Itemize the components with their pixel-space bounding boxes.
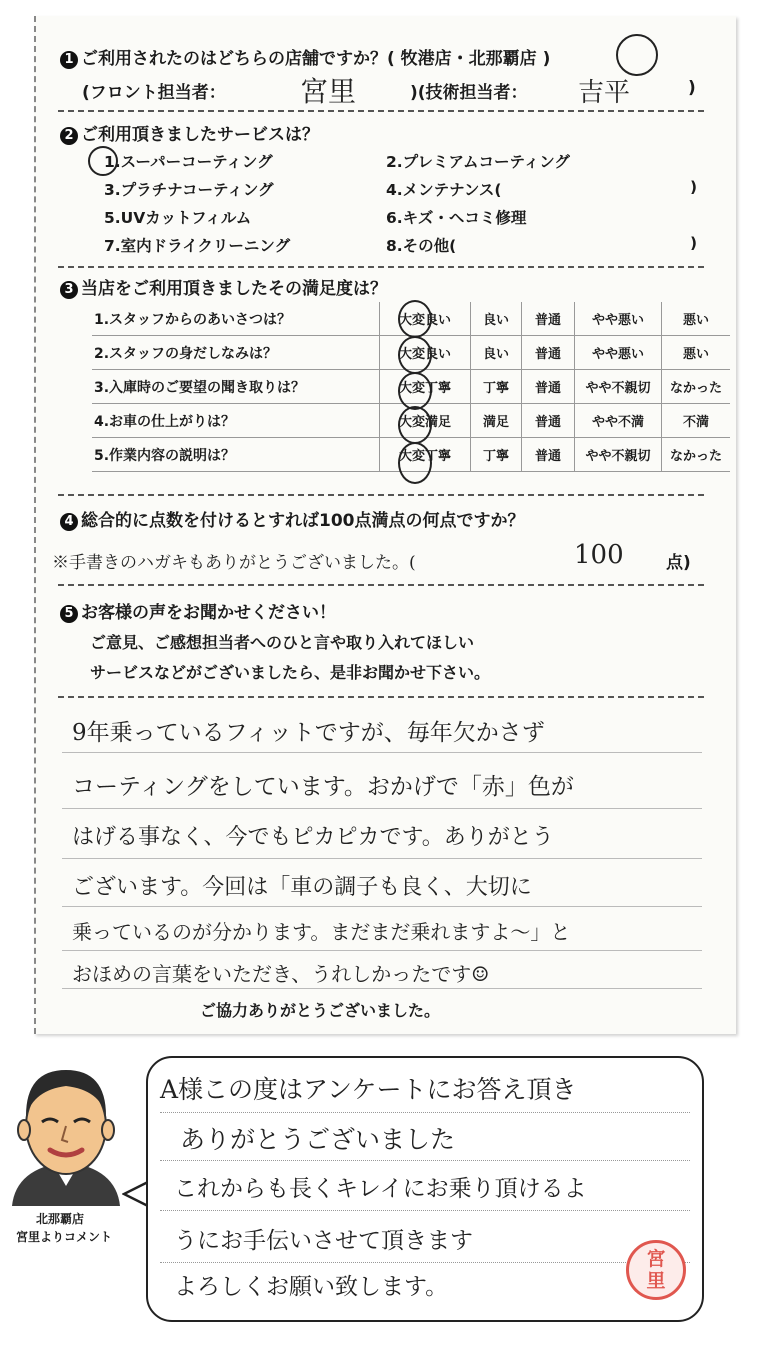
divider	[58, 696, 704, 698]
customer-comment-line: ございます。今回は「車の調子も良く、大切に	[72, 875, 532, 900]
q1-staff-row	[82, 78, 226, 103]
service-4: 4.メンテナンス(	[386, 181, 502, 199]
reply-line: うにお手伝いさせて頂きます	[174, 1228, 473, 1254]
answer-circle-3	[398, 372, 432, 410]
answer-circle-5	[398, 442, 432, 484]
service-2: 2.プレミアムコーティング	[386, 153, 570, 171]
ruled-line	[62, 752, 702, 753]
q2-question: ご利用頂きましたサービスは？	[81, 125, 319, 145]
answer-circle-2	[398, 336, 432, 374]
front-staff-name: 宮里	[300, 75, 357, 108]
q5-question: お客様の声をお聞かせください！	[81, 603, 336, 623]
row-question: 5.作業内容の説明は？	[92, 438, 380, 472]
reply-line: ありがとうございました	[180, 1125, 456, 1154]
reply-line: これからも長くキレイにお乗り頂けるよ	[174, 1176, 587, 1202]
divider	[58, 110, 704, 112]
q4-score: 100	[574, 540, 624, 570]
front-label: (フロント担当者：	[82, 83, 226, 103]
q5-row	[60, 598, 336, 623]
staff-comment-label: 宮里よりコメント	[16, 1230, 113, 1244]
q3-question: 当店をご利用頂きましたその満足度は？	[81, 279, 387, 299]
reply-line: よろしくお願い致します。	[174, 1274, 449, 1300]
option-cell: 悪い	[662, 336, 731, 370]
customer-comment-line: コーティングをしています。おかげで「赤」色が	[72, 774, 574, 800]
option-cell: 良い	[471, 336, 522, 370]
staff-store: 北那覇店	[36, 1212, 85, 1226]
option-cell: 普通	[522, 370, 575, 404]
number-5-icon: 5	[60, 605, 78, 623]
ruled-line	[160, 1210, 690, 1211]
q5-desc-2: サービスなどがございましたら、是非お聞かせ下さい。	[90, 663, 491, 682]
thanks-text: ご協力ありがとうございました。	[200, 1001, 441, 1020]
answer-circle-4	[398, 406, 432, 444]
ruled-line	[62, 906, 702, 907]
option-cell: 丁寧	[471, 370, 522, 404]
ruled-line	[160, 1262, 690, 1263]
selected-store-circle	[616, 34, 658, 76]
customer-comment-line: 乗っているのが分かります。まだまだ乗れますよ～」と	[72, 920, 571, 944]
selected-service-circle	[88, 146, 118, 176]
tech-staff-name: 吉平	[578, 78, 631, 108]
row-question: 2.スタッフの身だしなみは？	[92, 336, 380, 370]
q4-question: 総合的に点数を付けるとすれば100点満点の何点ですか？	[81, 511, 525, 531]
service-4-close: )	[690, 178, 698, 196]
option-cell: やや不満	[575, 404, 662, 438]
ruled-line	[62, 858, 702, 859]
divider	[58, 494, 704, 496]
q4-handwritten-note: ※手書きのハガキもありがとうございました。(	[52, 553, 416, 573]
q1-close-paren: )	[688, 78, 696, 98]
customer-comment-line: おほめの言葉をいただき、うれしかったです☺	[72, 962, 490, 986]
service-5: 5.UVカットフィルム	[104, 209, 252, 227]
q1-question: ご利用されたのはどちらの店舗ですか？( 牧港店・北那覇店 )	[81, 49, 551, 69]
ruled-line	[62, 808, 702, 809]
option-cell: 普通	[522, 302, 575, 336]
row-question: 4.お車の仕上がりは？	[92, 404, 380, 438]
q3-row	[60, 274, 387, 299]
q4-row	[60, 506, 525, 531]
option-cell: なかった	[662, 438, 731, 472]
q2-row	[60, 120, 319, 145]
option-cell: 大変良い	[380, 336, 471, 370]
service-8-close: )	[690, 234, 698, 252]
ruled-line	[62, 950, 702, 951]
number-3-icon: 3	[60, 281, 78, 299]
option-cell: 不満	[662, 404, 731, 438]
tech-label: )(技術担当者：	[410, 83, 528, 103]
divider	[58, 584, 704, 586]
divider	[58, 266, 704, 268]
service-1: 1.スーパーコーティング	[104, 153, 273, 171]
option-cell: やや不親切	[575, 438, 662, 472]
ruled-line	[62, 988, 702, 989]
option-cell: 大変丁寧	[380, 370, 471, 404]
option-cell: やや不親切	[575, 370, 662, 404]
customer-comment-line: 9年乗っているフィットですが、毎年欠かさず	[72, 720, 545, 746]
option-cell: 普通	[522, 404, 575, 438]
seal-text: 宮里	[646, 1248, 666, 1292]
q4-unit: 点)	[666, 553, 691, 573]
service-6: 6.キズ・ヘコミ修理	[386, 209, 527, 227]
option-cell: 大変丁寧	[380, 438, 471, 472]
row-question: 1.スタッフからのあいさつは？	[92, 302, 380, 336]
ruled-line	[160, 1112, 690, 1113]
customer-comment-line: はげる事なく、今でもピカピカです。ありがとう	[72, 825, 554, 850]
q5-desc-1: ご意見、ご感想担当者へのひと言や取り入れてほしい	[90, 633, 475, 652]
option-cell: 大変満足	[380, 404, 471, 438]
option-cell: なかった	[662, 370, 731, 404]
number-1-icon: 1	[60, 51, 78, 69]
q1-row	[60, 44, 550, 69]
option-cell: 悪い	[662, 302, 731, 336]
number-4-icon: 4	[60, 513, 78, 531]
service-8: 8.その他(	[386, 237, 457, 255]
option-cell: 良い	[471, 302, 522, 336]
reply-line: A様この度はアンケートにお答え頂き	[160, 1075, 577, 1104]
staff-avatar	[8, 1056, 126, 1206]
number-2-icon: 2	[60, 127, 78, 145]
option-cell: 普通	[522, 336, 575, 370]
option-cell: やや悪い	[575, 302, 662, 336]
service-3: 3.プラチナコーティング	[104, 181, 274, 199]
option-cell: 丁寧	[471, 438, 522, 472]
service-7: 7.室内ドライクリーニング	[104, 237, 291, 255]
option-cell: やや悪い	[575, 336, 662, 370]
row-question: 3.入庫時のご要望の聞き取りは？	[92, 370, 380, 404]
answer-circle-1	[398, 300, 432, 338]
option-cell: 満足	[471, 404, 522, 438]
option-cell: 大変良い	[380, 302, 471, 336]
option-cell: 普通	[522, 438, 575, 472]
ruled-line	[160, 1160, 690, 1161]
name-seal-stamp	[626, 1240, 686, 1300]
